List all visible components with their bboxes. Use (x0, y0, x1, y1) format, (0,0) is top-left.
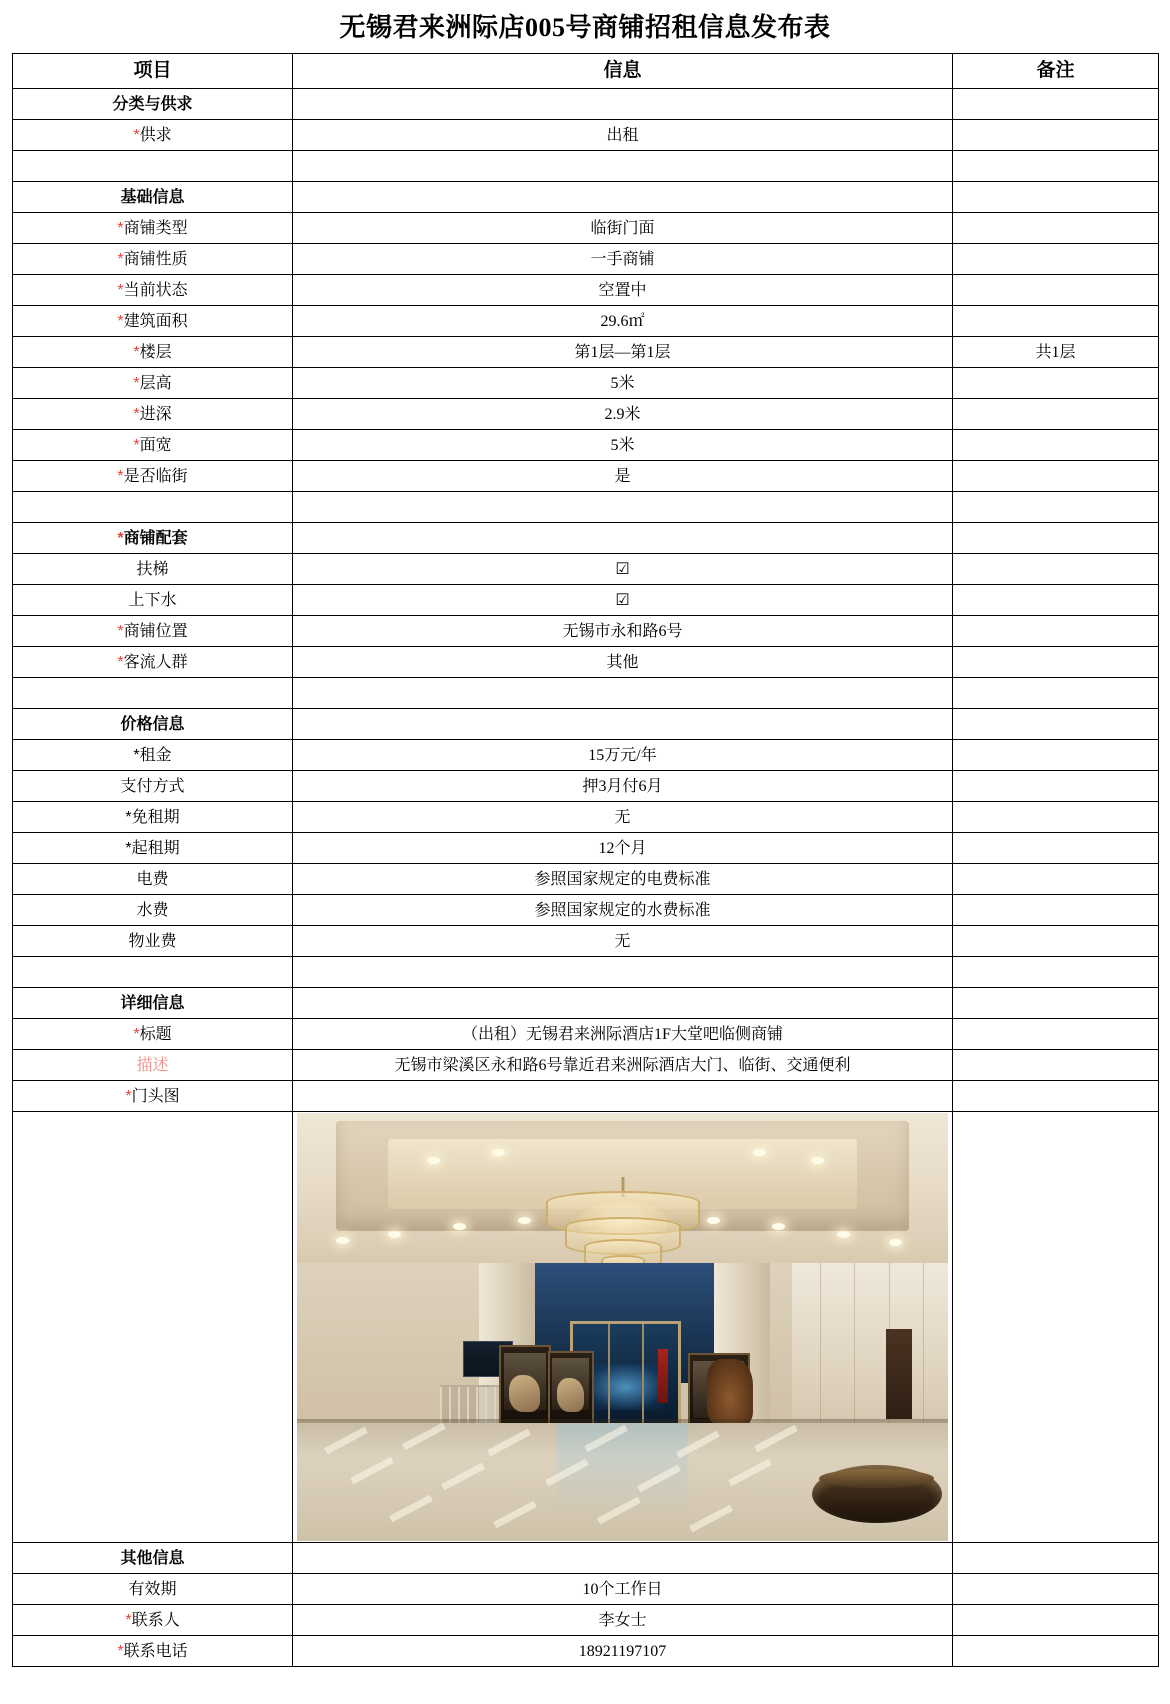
row-label-escalator: 扶梯 (13, 554, 293, 585)
floor-inlay (402, 1423, 446, 1450)
required-marker: * (125, 1611, 132, 1629)
row-label-storefront-photo: *门头图 (13, 1081, 293, 1112)
table-row (13, 554, 1159, 585)
door-mullion (642, 1324, 644, 1424)
row-note-payment (953, 771, 1159, 802)
section-row-basic (13, 182, 1159, 213)
table-row (13, 461, 1159, 492)
row-note-escalator (953, 554, 1159, 585)
table-row (13, 275, 1159, 306)
downlight-icon (889, 1239, 902, 1246)
row-label-water-supply: 上下水 (13, 585, 293, 616)
storefront-photo (293, 1112, 953, 1543)
photo-right-cell (953, 1112, 1159, 1543)
row-label-floor: *楼层 (13, 337, 293, 368)
row-value-build-area: 29.6㎡ (293, 306, 953, 337)
table-row (13, 337, 1159, 368)
required-marker: * (133, 1025, 140, 1043)
section-row-price (13, 709, 1159, 740)
table-row (13, 833, 1159, 864)
row-value-floor: 第1层—第1层 (293, 337, 953, 368)
required-marker: * (117, 467, 124, 485)
row-label-customer-group: *客流人群 (13, 647, 293, 678)
required-marker: * (117, 1642, 124, 1660)
row-note-property-fee (953, 926, 1159, 957)
row-value-rent: 15万元/年 (293, 740, 953, 771)
red-banner (658, 1349, 668, 1403)
row-note-validity (953, 1574, 1159, 1605)
required-marker: * (125, 839, 132, 857)
row-note-contact-person (953, 1605, 1159, 1636)
spacer-note (953, 957, 1159, 988)
table-header-row (13, 54, 1159, 89)
row-note-storefront-photo (953, 1081, 1159, 1112)
table-row (13, 647, 1159, 678)
row-note-rent (953, 740, 1159, 771)
spacer-item (13, 678, 293, 709)
door-mullion (608, 1324, 610, 1424)
row-label-headline: *标题 (13, 1019, 293, 1050)
spacer-note (953, 678, 1159, 709)
floor-inlay (350, 1457, 394, 1485)
row-note-headline (953, 1019, 1159, 1050)
spacer-item (13, 151, 293, 182)
row-label-build-area: *建筑面积 (13, 306, 293, 337)
row-value-escalator: ☑ (293, 554, 953, 585)
required-marker: * (133, 746, 140, 764)
spacer-row (13, 151, 1159, 182)
section-note-facility (953, 523, 1159, 554)
table-row (13, 399, 1159, 430)
table-row (13, 1050, 1159, 1081)
floor-reflection (557, 1423, 687, 1541)
row-label-payment: 支付方式 (13, 771, 293, 802)
floor-inlay (441, 1463, 485, 1491)
section-info-detail (293, 988, 953, 1019)
row-note-floor: 共1层 (953, 337, 1159, 368)
section-label-detail: 详细信息 (13, 988, 293, 1019)
row-note-start-period (953, 833, 1159, 864)
row-value-current-status: 空置中 (293, 275, 953, 306)
row-note-depth (953, 399, 1159, 430)
floor-inlay (728, 1459, 772, 1487)
section-info-other (293, 1543, 953, 1574)
section-label-basic: 基础信息 (13, 182, 293, 213)
table-row (13, 771, 1159, 802)
marble-floor (297, 1423, 948, 1541)
required-marker: * (133, 374, 140, 392)
floor-inlay (389, 1495, 433, 1523)
display-stone (557, 1378, 584, 1412)
row-value-depth: 2.9米 (293, 399, 953, 430)
row-label-free-period: *免租期 (13, 802, 293, 833)
section-row-classify (13, 89, 1159, 120)
row-value-contact-phone: 18921197107 (293, 1636, 953, 1667)
required-marker: * (133, 126, 140, 144)
table-row (13, 306, 1159, 337)
row-note-shop-nature (953, 244, 1159, 275)
row-note-build-area (953, 306, 1159, 337)
floor-inlay (324, 1427, 368, 1455)
row-value-description: 无锡市梁溪区永和路6号靠近君来洲际酒店大门、临街、交通便利 (293, 1050, 953, 1081)
required-marker: * (125, 808, 132, 826)
spacer-row (13, 678, 1159, 709)
row-note-description (953, 1050, 1159, 1081)
row-label-floor-height: *层高 (13, 368, 293, 399)
required-marker: * (133, 405, 140, 423)
row-value-shop-nature: 一手商铺 (293, 244, 953, 275)
row-note-electricity (953, 864, 1159, 895)
row-label-current-status: *当前状态 (13, 275, 293, 306)
table-row (13, 1605, 1159, 1636)
row-note-supply-demand (953, 120, 1159, 151)
row-value-shop-type: 临街门面 (293, 213, 953, 244)
photo-left-cell (13, 1112, 293, 1543)
row-value-property-fee: 无 (293, 926, 953, 957)
spacer-info (293, 678, 953, 709)
section-row-facility (13, 523, 1159, 554)
listing-table (12, 53, 1159, 1667)
floor-inlay (689, 1505, 733, 1533)
column-header-note: 备注 (953, 54, 1159, 89)
row-value-floor-height: 5米 (293, 368, 953, 399)
row-value-customer-group: 其他 (293, 647, 953, 678)
spacer-note (953, 151, 1159, 182)
row-value-headline: （出租）无锡君来洲际酒店1F大堂吧临侧商铺 (293, 1019, 953, 1050)
row-note-free-period (953, 802, 1159, 833)
side-door (886, 1329, 912, 1419)
row-label-validity: 有效期 (13, 1574, 293, 1605)
table-row (13, 430, 1159, 461)
section-note-classify (953, 89, 1159, 120)
basin-rim (819, 1469, 933, 1489)
row-label-rent: *租金 (13, 740, 293, 771)
spacer-info (293, 151, 953, 182)
row-note-water-supply (953, 585, 1159, 616)
section-row-detail (13, 988, 1159, 1019)
table-row (13, 120, 1159, 151)
row-value-width: 5米 (293, 430, 953, 461)
required-marker: * (125, 1087, 132, 1105)
required-marker: * (117, 529, 124, 547)
table-row (13, 1019, 1159, 1050)
table-row (13, 1574, 1159, 1605)
required-marker: * (117, 250, 124, 268)
downlight-icon (753, 1149, 766, 1156)
decorative-basin (812, 1465, 942, 1523)
table-row (13, 585, 1159, 616)
spacer-row (13, 957, 1159, 988)
row-label-water-fee: 水费 (13, 895, 293, 926)
table-row (13, 244, 1159, 275)
spacer-row (13, 492, 1159, 523)
section-label-classify: 分类与供求 (13, 89, 293, 120)
row-value-water-supply: ☑ (293, 585, 953, 616)
section-info-facility (293, 523, 953, 554)
row-value-supply-demand: 出租 (293, 120, 953, 151)
section-row-other (13, 1543, 1159, 1574)
row-note-water-fee (953, 895, 1159, 926)
floor-inlay (754, 1425, 798, 1453)
row-note-current-status (953, 275, 1159, 306)
entrance-glow (586, 1364, 666, 1410)
table-row (13, 616, 1159, 647)
required-marker: * (117, 281, 124, 299)
row-value-water-fee: 参照国家规定的水费标准 (293, 895, 953, 926)
section-note-other (953, 1543, 1159, 1574)
row-value-payment: 押3月付6月 (293, 771, 953, 802)
row-label-shop-location: *商铺位置 (13, 616, 293, 647)
section-info-basic (293, 182, 953, 213)
downlight-icon (336, 1237, 349, 1244)
required-marker: * (133, 343, 140, 361)
required-marker: * (117, 219, 124, 237)
row-note-width (953, 430, 1159, 461)
row-label-start-period: *起租期 (13, 833, 293, 864)
row-label-contact-person: *联系人 (13, 1605, 293, 1636)
row-note-contact-phone (953, 1636, 1159, 1667)
floor-inlay (487, 1429, 531, 1457)
row-label-shop-type: *商铺类型 (13, 213, 293, 244)
table-row (13, 895, 1159, 926)
required-marker: * (117, 312, 124, 330)
table-row (13, 864, 1159, 895)
column-header-item: 项目 (13, 54, 293, 89)
row-value-free-period: 无 (293, 802, 953, 833)
photo-row (13, 1112, 1159, 1543)
hotel-lobby-photo (297, 1113, 948, 1541)
section-label-other: 其他信息 (13, 1543, 293, 1574)
floor-inlay (493, 1501, 537, 1529)
row-value-validity: 10个工作日 (293, 1574, 953, 1605)
row-label-electricity: 电费 (13, 864, 293, 895)
section-note-detail (953, 988, 1159, 1019)
row-value-contact-person: 李女士 (293, 1605, 953, 1636)
section-info-classify (293, 89, 953, 120)
row-label-description: 描述 (13, 1050, 293, 1081)
section-note-price (953, 709, 1159, 740)
row-value-storefront-photo (293, 1081, 953, 1112)
section-label-price: 价格信息 (13, 709, 293, 740)
row-note-floor-height (953, 368, 1159, 399)
decorative-sculpture (707, 1359, 753, 1425)
row-note-shop-type (953, 213, 1159, 244)
section-info-price (293, 709, 953, 740)
section-note-basic (953, 182, 1159, 213)
row-label-depth: *进深 (13, 399, 293, 430)
table-row (13, 1636, 1159, 1667)
row-label-width: *面宽 (13, 430, 293, 461)
spacer-item (13, 957, 293, 988)
row-value-start-period: 12个月 (293, 833, 953, 864)
required-marker: * (133, 436, 140, 454)
page-title: 无锡君来洲际店005号商铺招租信息发布表 (339, 13, 831, 42)
row-note-shop-location (953, 616, 1159, 647)
display-stone (509, 1375, 540, 1412)
section-label-facility: *商铺配套 (13, 523, 293, 554)
downlight-icon (837, 1231, 850, 1238)
spacer-item (13, 492, 293, 523)
table-row (13, 740, 1159, 771)
row-note-street-facing (953, 461, 1159, 492)
row-value-shop-location: 无锡市永和路6号 (293, 616, 953, 647)
table-row (13, 926, 1159, 957)
row-label-supply-demand: *供求 (13, 120, 293, 151)
row-label-street-facing: *是否临街 (13, 461, 293, 492)
table-row (13, 368, 1159, 399)
spacer-info (293, 492, 953, 523)
table-row (13, 213, 1159, 244)
table-row (13, 802, 1159, 833)
required-marker: * (117, 653, 124, 671)
row-value-street-facing: 是 (293, 461, 953, 492)
row-value-electricity: 参照国家规定的电费标准 (293, 864, 953, 895)
row-label-contact-phone: *联系电话 (13, 1636, 293, 1667)
row-note-customer-group (953, 647, 1159, 678)
table-row (13, 1081, 1159, 1112)
downlight-icon (388, 1231, 401, 1238)
column-header-info: 信息 (293, 54, 953, 89)
required-marker: * (117, 622, 124, 640)
row-label-property-fee: 物业费 (13, 926, 293, 957)
spacer-note (953, 492, 1159, 523)
row-label-shop-nature: *商铺性质 (13, 244, 293, 275)
spacer-info (293, 957, 953, 988)
